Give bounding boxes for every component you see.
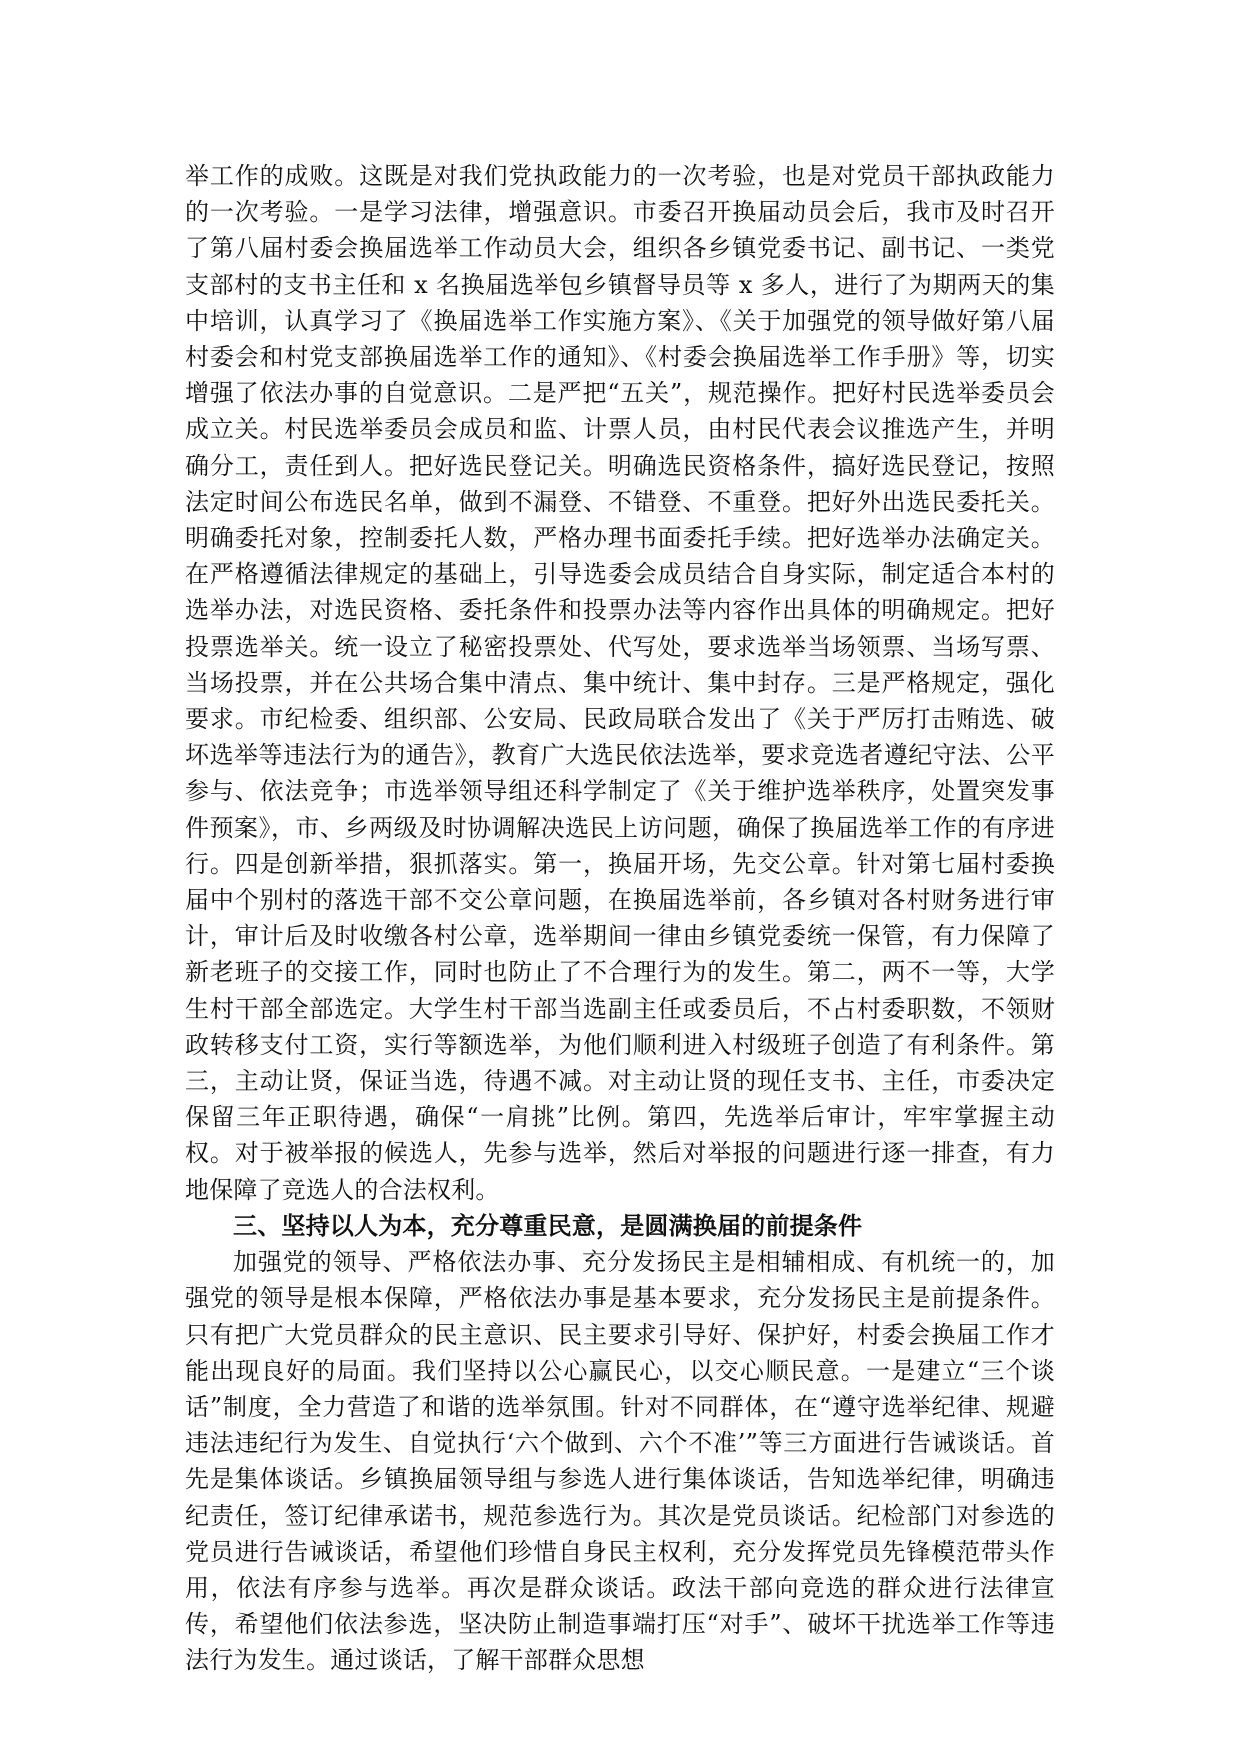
- body-paragraph-continued: 举工作的成败。这既是对我们党执政能力的一次考验，也是对党员干部执政能力的一次考验。一是学习法律，增强意识。市委召开换届动员会后，我市及时召开了第八届村委会换届选举工作动员大会，组织各乡镇党委书记、副书记、一类党支部村的支书主任和 x 名换届选举包乡镇督导员等 x 多人，进行了为期两天的集中培训，认真学习了《换届选举工作实施方案》、《关于加强党的领导做好第八届村委会和村党支部换届选举工作的通知》、《村委会换届选举工作手册》等，切实增强了依法办事的自觉意识。二是严把“五关”，规范操作。把好村民选举委员会成立关。村民选举委员会成员和监、计票人员，由村民代表会议推选产生，并明确分工，责任到人。把好选民登记关。明确选民资格条件，搞好选民登记，按照法定时间公布选民名单，做到不漏登、不错登、不重登。把好外出选民委托关。明确委托对象，控制委托人数，严格办理书面委托手续。把好选举办法确定关。在严格遵循法律规定的基础上，引导选委会成员结合自身实际，制定适合本村的选举办法，对选民资格、委托条件和投票办法等内容作出具体的明确规定。把好投票选举关。统一设立了秘密投票处、代写处，要求选举当场领票、当场写票、当场投票，并在公共场合集中清点、集中统计、集中封存。三是严格规定，强化要求。市纪检委、组织部、公安局、民政局联合发出了《关于严厉打击贿选、破坏选举等违法行为的通告》，教育广大选民依法选举，要求竞选者遵纪守法、公平参与、依法竞争；市选举领导组还科学制定了《关于维护选举秩序，处置突发事件预案》，市、乡两级及时协调解决选民上访问题，确保了换届选举工作的有序进行。四是创新举措，狠抓落实。第一，换届开场，先交公章。针对第七届村委换届中个别村的落选干部不交公章问题，在换届选举前，各乡镇对各村财务进行审计，审计后及时收缴各村公章，选举期间一律由乡镇党委统一保管，有力保障了新老班子的交接工作，同时也防止了不合理行为的发生。第二，两不一等，大学生村干部全部选定。大学生村干部当选副主任或委员后，不占村委职数，不领财政转移支付工资，实行等额选举，为他们顺利进入村级班子创造了有利条件。第三，主动让贤，保证当选，待遇不减。对主动让贤的现任支书、主任，市委决定保留三年正职待遇，确保“一肩挑”比例。第四，先选举后审计，牢牢掌握主动权。对于被举报的候选人，先参与选举，然后对举报的问题进行逐一排查，有力地保障了竞选人的合法权利。: [185, 162, 1055, 1204]
- section-heading: 三、坚持以人为本，充分尊重民意，是圆满换届的前提条件: [233, 1210, 863, 1240]
- document-body: [185, 158, 1055, 1679]
- body-paragraph: 加强党的领导、严格依法办事、充分发扬民主是相辅相成、有机统一的，加强党的领导是根本保障，严格依法办事是基本要求，充分发扬民主是前提条件。只有把广大党员群众的民主意识、民主要求引导好、保护好，村委会换届工作才能出现良好的局面。我们坚持以公心赢民心，以交心顺民意。一是建立“三个谈话”制度，全力营造了和谐的选举氛围。针对不同群体，在“遵守选举纪律、规避违法违纪行为发生、自觉执行‘六个做到、六个不准’”等三方面进行告诫谈话。首先是集体谈话。乡镇换届领导组与参选人进行集体谈话，告知选举纪律，明确违纪责任，签订纪律承诺书，规范参选行为。其次是党员谈话。纪检部门对参选的党员进行告诫谈话，希望他们珍惜自身民主权利，充分发挥党员先锋模范带头作用，依法有序参与选举。再次是群众谈话。政法干部向竞选的群众进行法律宣传，希望他们依法参选，坚决防止制造事端打压“对手”、破坏干扰选举工作等违法行为发生。通过谈话，了解干部群众思想: [185, 1248, 1055, 1675]
